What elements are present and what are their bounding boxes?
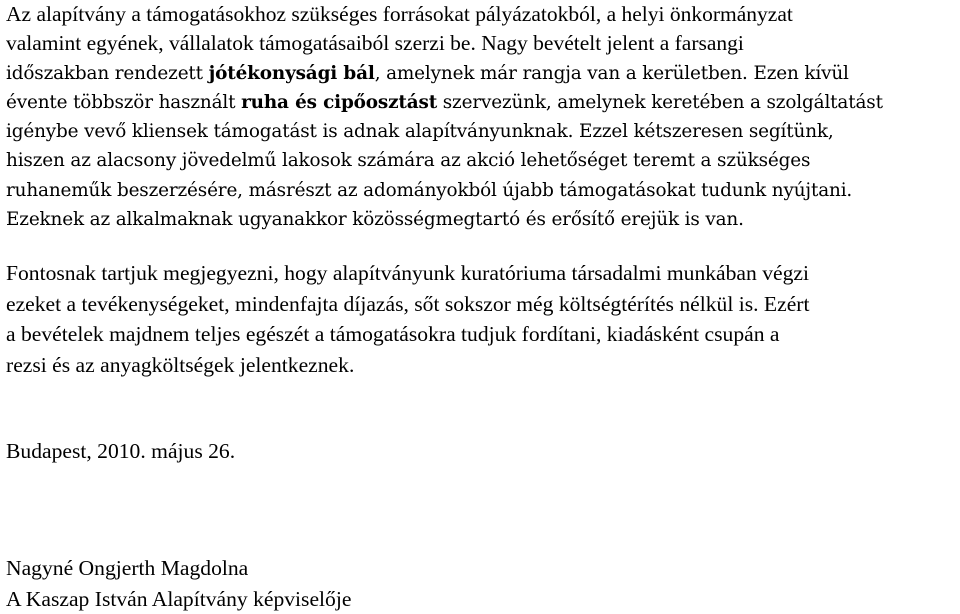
text-line: [6, 59, 958, 88]
text-span: szervezünk, amelynek keretében a szolgáltatást: [437, 92, 883, 113]
text-line: Az alapítvány a támogatásokhoz szükséges forrásokat pályázatokból, a helyi önkormányzat: [6, 0, 958, 29]
text-line: ruhaneműk beszerzésére, másrészt az adományokból újabb támogatásokat tudunk nyújtani.: [6, 176, 958, 205]
text-line: a bevételek majdnem teljes egészét a támogatásokra tudjuk fordítani, kiadásként csupán a: [6, 319, 958, 350]
text-line: ezeket a tevékenységeket, mindenfajta díjazás, sőt sokszor még költségtérítés nélkül is. Ezért: [6, 289, 958, 320]
text-span: időszakban rendezett: [6, 63, 209, 84]
text-line: Ezeknek az alkalmaknak ugyanakkor közösségmegtartó és erősítő erejük is van.: [6, 205, 958, 234]
bold-clothing-distribution: ruha és cipőosztást: [241, 92, 437, 113]
text-line: valamint egyének, vállalatok támogatásaiból szerzi be. Nagy bevételt jelent a farsangi: [6, 29, 958, 58]
signatory-name: Nagyné Ongjerth Magdolna: [6, 553, 351, 584]
signature-block: [6, 553, 351, 614]
text-line: rezsi és az anyagköltségek jelentkeznek.: [6, 350, 958, 381]
date-line: Budapest, 2010. május 26.: [6, 436, 235, 466]
signatory-role: A Kaszap István Alapítvány képviselője: [6, 584, 351, 614]
text-span: évente többször használt: [6, 92, 241, 113]
text-line: igénybe vevő kliensek támogatást is adnak alapítványunknak. Ezzel kétszeresen segítünk,: [6, 117, 958, 146]
text-line: Fontosnak tartjuk megjegyezni, hogy alapítványunk kuratóriuma társadalmi munkában végzi: [6, 258, 958, 289]
text-span: , amelynek már rangja van a kerületben. Ezen kívül: [375, 63, 849, 84]
text-line: [6, 88, 958, 117]
bold-charity-ball: jótékonysági bál: [209, 63, 375, 84]
paragraph-funding: [6, 0, 958, 234]
text-line: hiszen az alacsony jövedelmű lakosok számára az akció lehetőséget teremt a szükséges: [6, 146, 958, 175]
paragraph-board: [6, 258, 958, 380]
